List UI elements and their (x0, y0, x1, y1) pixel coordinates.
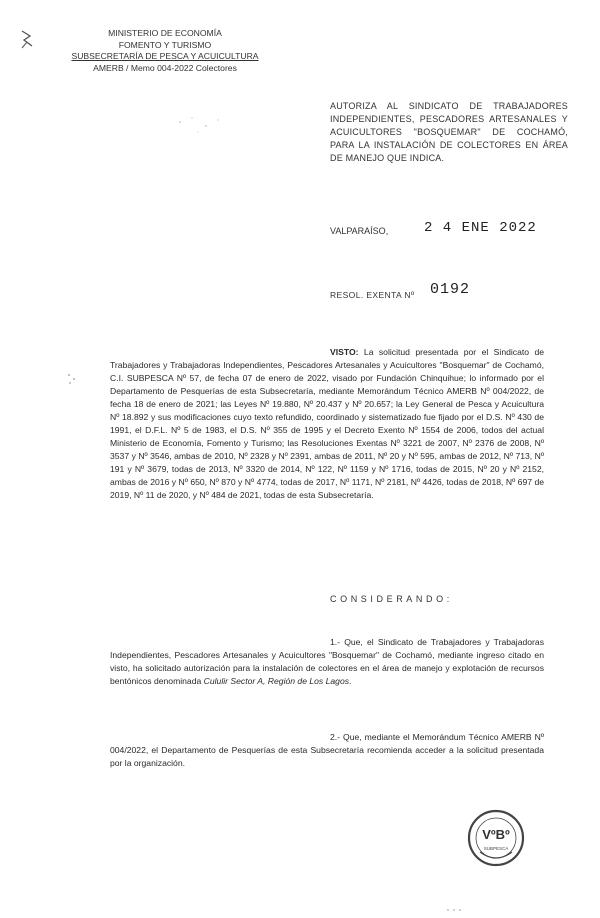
date-stamp: 2 4 ENE 2022 (424, 220, 537, 236)
resolution-number: 0192 (430, 281, 471, 298)
place: VALPARAÍSO, (330, 226, 389, 236)
considerando-item-1 (110, 636, 544, 688)
ministry-name-2: FOMENTO Y TURISMO (118, 39, 212, 50)
considerando-heading: CONSIDERANDO: (330, 594, 453, 604)
vobo-text: VºBº (482, 827, 510, 842)
ministry-name: MINISTERIO DE ECONOMÍA (108, 28, 222, 38)
considerando-1-text: 1.- Que, el Sindicato de Trabajadores y Trabajadoras Independientes, Pescadores Artesanales y Acuicultores "Bosquemar" de Cochamó, mediante ingreso citado en visto, ha solicitado autorización para la instalación de colectores en el área de manejo y explotación de recursos bentónicos denominada (110, 637, 544, 686)
stamp-ring-text: SUBPESCA (483, 846, 509, 851)
margin-dots (66, 372, 80, 386)
resolution-title: AUTORIZA AL SINDICATO DE TRABAJADORES INDEPENDIENTES, PESCADORES ARTESANALES Y ACUICULTORES "BOSQUEMAR" DE COCHAMÓ, PARA LA INSTALACIÓN DE COLECTORES EN ÁREA DE MANEJO QUE INDICA. (330, 101, 568, 163)
vobo-stamp (466, 808, 526, 868)
considerando-item-2 (110, 731, 544, 770)
handwritten-mark (18, 28, 40, 50)
considerando-1-end: . (349, 676, 352, 686)
visto-paragraph (110, 346, 544, 502)
subsecretaria-name: SUBSECRETARÍA DE PESCA Y ACUICULTURA (71, 51, 259, 61)
visto-text: La solicitud presentada por el Sindicato de Trabajadores y Trabajadoras Independientes, Pescadores Artesanales y Acuicultores "Bosquemar" de Cochamó, C.I. SUBPESCA Nº 57, de fecha 07 de enero de 2022, visado por Fundación Chinquihue; lo informado por el Departamento de Pesquerías de esta Subsecretaría, mediante Memorándum Técnico AMERB Nº 004/2022, de fecha 18 de enero de 2021; las Leyes Nº 19.880, Nº 20.437 y Nº 20.657; la Ley General de Pesca y Acuicultura Nº 18.892 y sus modificaciones cuyo texto refundido, coordinado y sistematizado fue fijado por el D.S. Nº 430 de 1991, el D.F.L. Nº 5 de 1983, el D.S. Nº 355 de 1995 y el Decreto Exento Nº 1554 de 2006, todos del actual Ministerio de Economía, Fomento y Turismo; las Resoluciones Exentas Nº 3221 de 2007, Nº 2376 de 2008, Nº 3537 y Nº 3546, ambas de 2010, Nº 2328 y Nº 2391, ambas de 2011, Nº 20 y Nº 595, ambas de 2012, Nº 713, Nº 191 y Nº 3679, todas de 2013, Nº 3320 de 2014, Nº 122, Nº 1159 y Nº 1716, todas de 2015, Nº 20 y Nº 2152, ambas de 2016 y Nº 650, Nº 870 y Nº 4774, todas de 2017, Nº 1171, Nº 2181, Nº 4426, todas de 2018, Nº 697 de 2019, Nº 11 de 2020, y Nº 484 de 2021, todas de esta Subsecretaría. (110, 347, 544, 500)
letterhead (70, 28, 260, 74)
considerando-1-area: Cululir Sector A, Región de Los Lagos (203, 676, 350, 686)
visto-label: VISTO: (330, 347, 359, 357)
scan-smudge (170, 110, 230, 140)
memo-reference: AMERB / Memo 004-2022 Colectores (93, 62, 237, 73)
resolution-label: RESOL. EXENTA Nº (330, 290, 415, 300)
considerando-2-text: 2.- Que, mediante el Memorándum Técnico AMERB Nº 004/2022, el Departamento de Pesquerías de esta Subsecretaría recomienda acceder a la solicitud presentada por la organización. (110, 732, 544, 768)
footer-marks (444, 906, 494, 914)
